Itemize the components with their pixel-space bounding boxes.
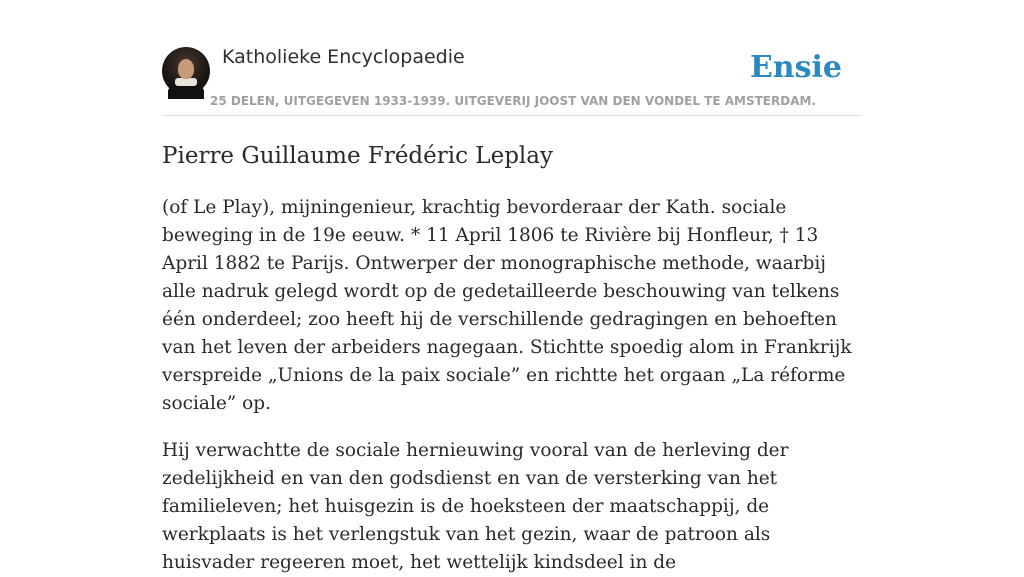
article-paragraph-1: (of Le Play), mijningenieur, krachtig bevorderaar der Kath. sociale beweging in de 19e eeuw. * 11 April 1806 te Rivière bij Honfleur, † 13 April 1882 te Parijs. Ontwerper der monographische methode, waarbij alle nadruk gelegd wordt op de gedetailleerde beschouwing van telkens één onderdeel; zoo heeft hij de verschillende gedragingen en behoeften van het leven der arbeiders nagegaan. Stichtte spoedig alom in Frankrijk verspreide „Unions de la paix sociale” en richtte het orgaan „La réforme sociale” op. <box>162 197 852 414</box>
article-paragraph-2: Hij verwachtte de sociale hernieuwing vooral van de herleving der zedelijkheid en van den godsdienst en van de versterking van het familieleven; het huisgezin is de hoeksteen der maatschappij, de werkplaats is het verlengstuk van het gezin, waar de patroon als huisvader regeeren moet, het wettelijk kindsdeel in de <box>162 440 789 573</box>
publication-subtitle: 25 DELEN, UITGEGEVEN 1933-1939. UITGEVERIJ JOOST VAN DEN VONDEL TE AMSTERDAM. <box>210 94 816 108</box>
publication-header <box>162 0 862 116</box>
publication-avatar[interactable] <box>162 47 210 95</box>
ensie-logo-link[interactable]: Ensie <box>749 50 842 85</box>
article-title: Pierre Guillaume Frédéric Leplay <box>162 143 553 169</box>
avatar-collar-shape <box>175 78 197 86</box>
page-container <box>162 0 862 577</box>
publication-title[interactable]: Katholieke Encyclopaedie <box>222 46 465 68</box>
avatar-face-shape <box>178 59 194 79</box>
